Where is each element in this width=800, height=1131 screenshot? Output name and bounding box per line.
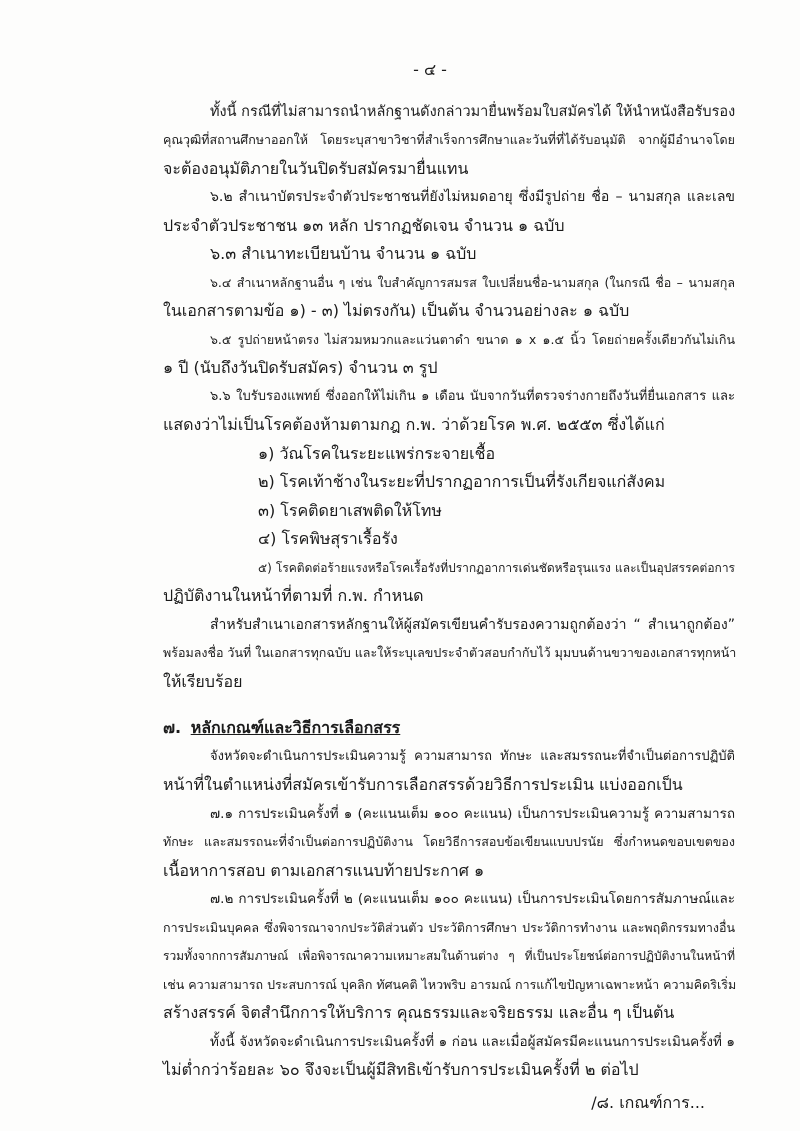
item-6-2-line: ๖.๒ สำเนาบัตรประจำตัวประชาชนที่ยังไม่หมดอายุ ซึ่งมีรูปถ่าย ชื่อ – นามสกุล และเลข [210,189,735,205]
item-7-1-line: ทักษะ และสมรรถนะที่จำเป็นต่อการปฏิบัติงาน โดยวิธีการสอบข้อเขียนแบบปรนัย ซึ่งกำหนดขอบเขตของ [163,834,735,849]
disease-item: ๔) โรคพิษสุราเรื้อรัง [258,529,398,548]
qualification-note-line: คุณวุฒิที่สถานศึกษาออกให้ โดยระบุสาขาวิชาที่สำเร็จการศึกษาและวันที่ที่ได้รับอนุมัติ จากผู้มีอำนาจโดย [163,132,735,147]
section-7-intro-line: จังหวัดจะดำเนินการประเมินความรู้ ความสามารถ ทักษะ และสมรรถนะที่จำเป็นต่อการปฏิบัติ [210,749,735,764]
assessment-note-line: ไม่ต่ำกว่าร้อยละ ๖๐ จึงจะเป็นผู้มีสิทธิเข้ารับการประเมินครั้งที่ ๒ ต่อไป [163,1060,639,1079]
qualification-note-line: จะต้องอนุมัติภายในวันปิดรับสมัครมายื่นแทน [163,159,469,178]
section-7-intro-line: หน้าที่ในตำแหน่งที่สมัครเข้ารับการเลือกสรรด้วยวิธีการประเมิน แบ่งออกเป็น [163,775,683,794]
page-number: - ๔ - [413,60,447,79]
item-6-6-line: แสดงว่าไม่เป็นโรคต้องห้ามตามกฎ ก.พ. ว่าด้วยโรค พ.ศ. ๒๕๕๓ ซึ่งได้แก่ [163,415,665,434]
disease-item-continued: ปฏิบัติงานในหน้าที่ตามที่ ก.พ. กำหนด [163,586,424,605]
qualification-note-line: ทั้งนี้ กรณีที่ไม่สามารถนำหลักฐานดังกล่าวมายื่นพร้อมใบสมัครได้ ให้นำหนังสือรับรอง [210,104,736,120]
item-6-5-line: ๖.๕ รูปถ่ายหน้าตรง ไม่สวมหมวกและแว่นตาดำ ขนาด ๑ x ๑.๕ นิ้ว โดยถ่ายครั้งเดียวกันไม่เกิน [210,332,735,347]
item-7-2-line: รวมทั้งจากการสัมภาษณ์ เพื่อพิจารณาความเหมาะสมในด้านต่าง ๆ ที่เป็นประโยชน์ต่อการปฏิบัติงานในหน้าที่ [163,949,735,963]
item-7-2-line: ๗.๒ การประเมินครั้งที่ ๒ (คะแนนเต็ม ๑๐๐ คะแนน) เป็นการประเมินโดยการสัมภาษณ์และ [210,891,735,907]
section-7-number: ๗. [163,718,182,737]
item-7-1-line: เนื้อหาการสอบ ตามเอกสารแนบท้ายประกาศ ๑ [163,861,485,880]
disease-item: ๒) โรคเท้าช้างในระยะที่ปรากฏอาการเป็นที่รังเกียจแก่สังคม [258,472,666,491]
certification-note-line: ให้เรียบร้อย [163,672,243,691]
disease-item: ๑) วัณโรคในระยะแพร่กระจายเชื้อ [258,444,496,463]
disease-item: ๓) โรคติดยาเสพติดให้โทษ [258,501,442,520]
item-6-4-line: ๖.๔ สำเนาหลักฐานอื่น ๆ เช่น ใบสำคัญการสมรส ใบเปลี่ยนชื่อ-นามสกุล (ในกรณี ชื่อ – นามสกุล [210,275,735,290]
item-7-2-line: สร้างสรรค์ จิตสำนึกการให้บริการ คุณธรรมและจริยธรรม และอื่น ๆ เป็นต้น [163,1003,675,1022]
certification-note-line: พร้อมลงชื่อ วันที่ ในเอกสารทุกฉบับ และให้ระบุเลขประจำตัวสอบกำกับไว้ มุมบนด้านขวาของเอกสารทุกหน้า [163,645,737,660]
item-6-5-line: ๑ ปี (นับถึงวันปิดรับสมัคร) จำนวน ๓ รูป [163,358,438,377]
section-7-heading [163,716,735,740]
item-7-1-line: ๗.๑ การประเมินครั้งที่ ๑ (คะแนนเต็ม ๑๐๐ คะแนน) เป็นการประเมินความรู้ ความสามารถ [210,806,735,822]
item-6-4-line: ในเอกสารตามข้อ ๑) - ๓) ไม่ตรงกัน) เป็นต้น จำนวนอย่างละ ๑ ฉบับ [163,301,630,320]
disease-item: ๕) โรคติดต่อร้ายแรงหรือโรคเรื้อรังที่ปรากฏอาการเด่นชัดหรือรุนแรง และเป็นอุปสรรคต่อการ [258,561,735,575]
certification-note-line: สำหรับสำเนาเอกสารหลักฐานให้ผู้สมัครเขียนคำรับรองความถูกต้องว่า “ สำเนาถูกต้อง” [210,617,735,633]
item-6-6-line: ๖.๖ ใบรับรองแพทย์ ซึ่งออกให้ไม่เกิน ๑ เดือน นับจากวันที่ตรวจร่างกายถึงวันที่ยื่นเอกสาร และ [210,389,735,404]
item-7-2-line: เช่น ความสามารถ ประสบการณ์ บุคลิก ทัศนคติ ไหวพริบ อารมณ์ การแก้ไขปัญหาเฉพาะหน้า ความคิดริเริ่ม [163,977,737,992]
item-6-2-line: ประจำตัวประชาชน ๑๓ หลัก ปรากฏชัดเจน จำนวน ๑ ฉบับ [163,216,565,235]
assessment-note-line: ทั้งนี้ จังหวัดจะดำเนินการประเมินครั้งที่ ๑ ก่อน และเมื่อผู้สมัครมีคะแนนการประเมินครั้งที่ ๑ [210,1034,735,1050]
item-6-3-line: ๖.๓ สำเนาทะเบียนบ้าน จำนวน ๑ ฉบับ [210,244,477,263]
section-7-title: หลักเกณฑ์และวิธีการเลือกสรร [190,718,401,737]
item-7-2-line: การประเมินบุคคล ซึ่งพิจารณาจากประวัติส่วนตัว ประวัติการศึกษา ประวัติการทำงาน และพฤติกรรมทางอื่น [163,920,735,935]
continuation-text: /๘. เกณฑ์การ... [591,1093,705,1112]
